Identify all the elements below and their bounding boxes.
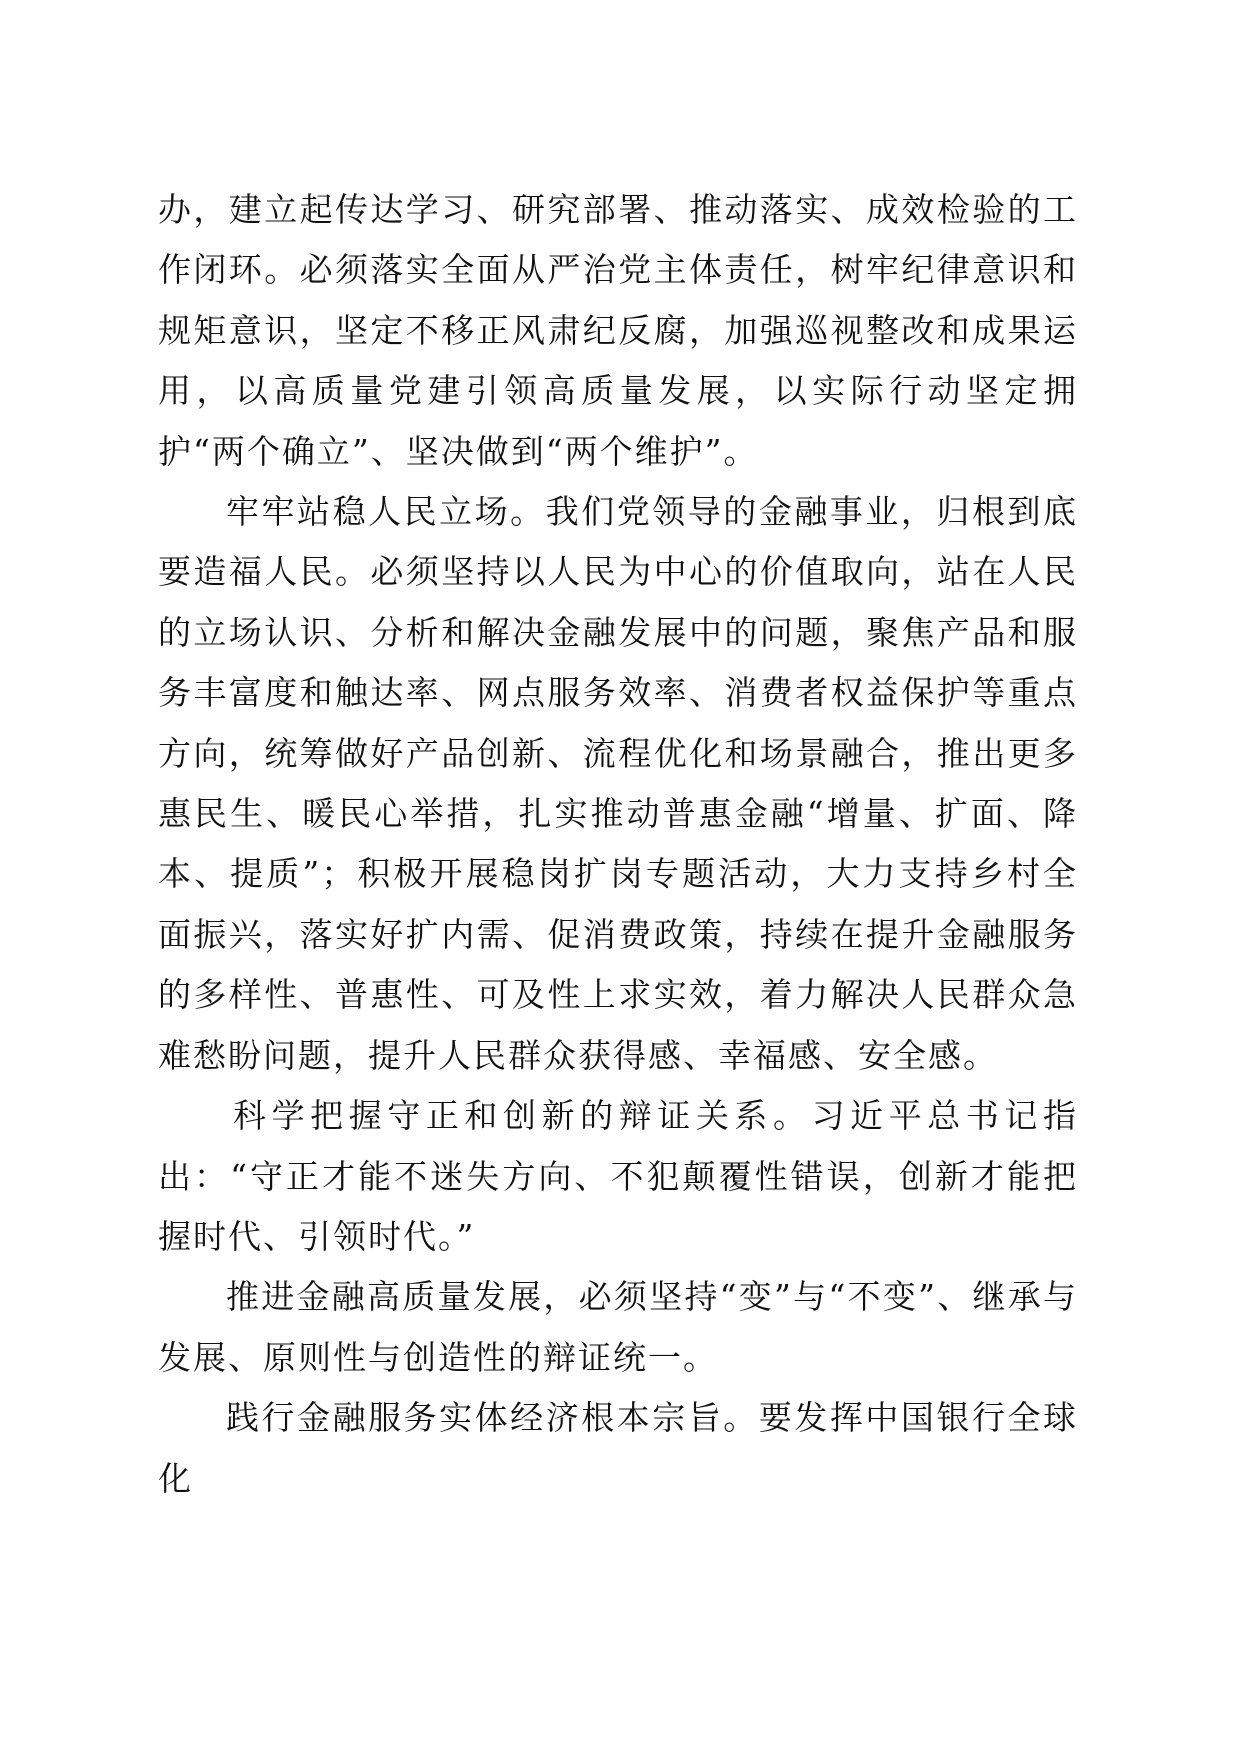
paragraph-high-quality: 推进金融高质量发展，必须坚持“变”与“不变”、继承与发展、原则性与创造性的辩证统一。 [158,1277,1078,1377]
paragraph-dialectic: 科学把握守正和创新的辩证关系。习近平总书记指出：“守正才能不迷失方向、不犯颠覆性错误，创新才能把握时代、引领时代。” [158,1096,1078,1256]
paragraph-people-stance: 牢牢站稳人民立场。我们党领导的金融事业，归根到底要造福人民。必须坚持以人民为中心的价值取向，站在人民的立场认识、分析和解决金融发展中的问题，聚焦产品和服务丰富度和触达率、网点服务效率、消费者权益保护等重点方向，统筹做好产品创新、流程优化和场景融合，推出更多惠民生、暖民心举措，扎实推动普惠金融“增量、扩面、降本、提质”；积极开展稳岗扩岗专题活动，大力支持乡村全面振兴，落实好扩内需、促消费政策，持续在提升金融服务的多样性、普惠性、可及性上求实效，着力解决人民群众急难愁盼问题，提升人民群众获得感、幸福感、安全感。 [158,492,1078,1075]
paragraph-continuation: 办，建立起传达学习、研究部署、推动落实、成效检验的工作闭环。必须落实全面从严治党主体责任，树牢纪律意识和规矩意识，坚定不移正风肃纪反腐，加强巡视整改和成果运用，以高质量党建引领高质量发展，以实际行动坚定拥护“两个确立”、坚决做到“两个维护”。 [158,190,1078,471]
document-body [158,180,1078,1509]
paragraph-real-economy: 践行金融服务实体经济根本宗旨。要发挥中国银行全球化 [158,1398,1078,1498]
